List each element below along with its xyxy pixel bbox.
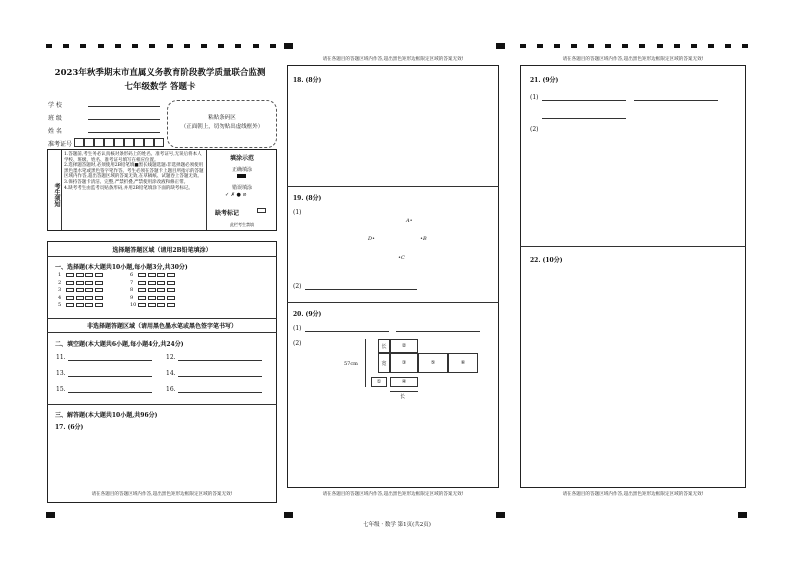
class-line[interactable] [88, 119, 160, 120]
net-face-long: 长 [378, 339, 390, 353]
point-a [406, 218, 413, 224]
divider [287, 302, 499, 303]
q19-label: 19. (8分) [293, 195, 322, 202]
q20-part2-label: (2) [293, 340, 302, 347]
divider [520, 246, 746, 247]
wrong-fill-sample: ✓ ✗ ● ⊘ [225, 192, 247, 198]
nonchoice-area-title: 非选择题答题区域（请用黑色墨水笔或黑色签字笔书写） [86, 323, 237, 330]
fill-example-title: 填涂示范 [229, 155, 254, 162]
point-dot-icon: • [398, 255, 401, 261]
net-face-width: 宽 [378, 353, 390, 373]
q-number: 5 [58, 302, 62, 308]
name-line[interactable] [88, 132, 160, 133]
barcode-note: （正面朝上，切勿贴出虚线框外） [180, 124, 264, 130]
point-b-label: B [422, 236, 427, 242]
wrong-fill-label: 错误填涂 [231, 185, 252, 191]
q20-part1-line-a[interactable] [305, 331, 389, 332]
corner-mark [46, 512, 55, 518]
q20-part1-line-b[interactable] [396, 331, 480, 332]
divider [47, 332, 277, 333]
q-number: 7 [130, 279, 134, 286]
net-face-6: ⑥ [448, 353, 478, 373]
q-number: 8 [130, 287, 134, 293]
note-item: 2.选择题答题时,必须使用2B铅笔填■黑长线题选题:非选择题必须使用黑色墨水笔或黑色签字笔作答。考生必须在答题卡上题目所指示的答题区域内作答,超出答题区域的答案无效,在草稿纸、试题卷上答题无效。 [64, 163, 204, 180]
q-number: 2 [58, 279, 62, 286]
net-face-4: ④ [390, 377, 418, 387]
section3-heading: 三、解答题(本大题共10小题,共96分) [55, 412, 158, 419]
school-label: 学 校 [48, 102, 62, 109]
divider [47, 256, 277, 257]
point-a-label: A [406, 218, 410, 224]
blank-label-16: 16. [166, 386, 176, 393]
blank-label-12: 12. [166, 354, 176, 361]
q21-part1-label: (1) [530, 94, 539, 101]
corner-mark [738, 512, 747, 518]
page-footer: 七年级 · 数学 第1页(共2页) [363, 522, 431, 528]
choice-area-title: 选择题答题区域（请用2B铅笔填涂） [112, 247, 212, 254]
bottom-dimension-line [390, 391, 418, 392]
q18-label: 18. (8分) [293, 77, 322, 84]
q18-answer-area[interactable] [288, 84, 498, 184]
q20-part1-label: (1) [293, 325, 302, 332]
school-line[interactable] [88, 106, 160, 107]
corner-mark [284, 512, 293, 518]
fill-example-area [206, 150, 276, 230]
exam-title: 2023年秋季期末市直属义务教育阶段教学质量联合监测 [54, 68, 266, 78]
corner-mark [284, 43, 293, 49]
q-number: 6 [130, 272, 134, 278]
point-b [420, 236, 427, 242]
point-d [368, 236, 375, 242]
q-number: 10 [130, 302, 137, 308]
q-number: 3 [58, 287, 62, 293]
blank-label-13: 13. [56, 370, 66, 377]
net-face-1: ① [371, 377, 387, 387]
top-marks-left [46, 44, 276, 48]
absent-mark-label: 缺考标记 [215, 210, 240, 217]
exam-subtitle: 七年级数学 答题卡 [124, 82, 196, 92]
net-face-2: ② [390, 339, 418, 353]
q19-part2-label: (2) [293, 283, 302, 290]
divider [47, 404, 277, 405]
q20-answer-area[interactable] [288, 410, 498, 486]
height-arrow [365, 339, 366, 387]
q21-part1-line-a[interactable] [542, 100, 626, 101]
notes-side-label: 考生须知 [48, 150, 62, 230]
blank-label-15: 15. [56, 386, 66, 393]
point-c-label: C [400, 255, 405, 261]
blank-line-14[interactable] [178, 376, 262, 377]
point-dot-icon: • [409, 218, 413, 224]
q19-part2-line[interactable] [305, 289, 417, 290]
q21-answer-area[interactable] [521, 134, 745, 242]
section1-heading: 一、选择题(本大题共10小题,每小题3分,共30分) [55, 264, 188, 271]
corner-mark [496, 43, 505, 49]
correct-fill-sample [237, 174, 246, 178]
q17-label: 17. (6分) [55, 424, 84, 431]
net-face-5: ⑤ [418, 353, 448, 373]
absent-mark-box[interactable] [257, 208, 266, 213]
q-number: 1 [58, 272, 62, 278]
divider [47, 318, 277, 319]
q-number: 4 [58, 294, 62, 301]
blank-line-11[interactable] [68, 360, 152, 361]
exam-id-label: 准考证号 [48, 141, 73, 148]
blank-line-12[interactable] [178, 360, 262, 361]
q-number: 9 [130, 294, 134, 301]
blank-line-16[interactable] [178, 392, 262, 393]
barcode-area [167, 100, 277, 148]
class-label: 班 级 [48, 115, 62, 122]
point-d-label: D [368, 236, 373, 242]
q21-part1-line-b[interactable] [634, 100, 718, 101]
point-c [398, 255, 405, 261]
box-net-diagram [344, 337, 514, 407]
point-dot-icon: • [372, 236, 375, 242]
section2-heading: 二、填空题(本大题共6小题,每小题4分,共24分) [55, 341, 184, 348]
blank-label-11: 11. [56, 354, 66, 361]
blank-label-14: 14. [166, 370, 176, 377]
net-face-3: ③ [390, 353, 418, 373]
q22-label: 22. (10分) [530, 257, 563, 264]
q21-part2-label: (2) [530, 126, 539, 133]
notes-text [64, 152, 204, 191]
fill-example-footer: 此栏考生禁填 [230, 222, 254, 227]
q19-part1-label: (1) [293, 209, 302, 216]
note-item: 1.答题前,考生务必认真核对条形码上的姓名、准考证号,无误后将本人学校、班级、姓名、准考证号填写在相应位置。 [64, 152, 202, 163]
note-item: 4.缺考考生由监考员贴条形码,并用2B铅笔填涂下面的缺考标记。 [64, 185, 193, 191]
blank-line-13[interactable] [68, 376, 152, 377]
barcode-title: 粘贴条码区 [208, 115, 236, 121]
height-label: 57cm [344, 361, 358, 367]
q21-part1-line-c[interactable] [542, 118, 626, 119]
divider [287, 186, 499, 187]
note-item: 3.保持答题卡清洁、完整,严禁折叠,严禁使用涂改液和修正带。 [64, 179, 189, 185]
blank-line-15[interactable] [68, 392, 152, 393]
correct-fill-label: 正确填涂 [231, 167, 252, 173]
top-marks-right [520, 44, 748, 48]
bottom-long-label: 长 [400, 394, 406, 400]
q22-answer-area[interactable] [521, 264, 745, 486]
name-label: 姓 名 [48, 128, 62, 135]
q21-label: 21. (9分) [530, 77, 559, 84]
q20-label: 20. (9分) [293, 311, 322, 318]
corner-mark [496, 512, 505, 518]
point-dot-icon: • [420, 236, 423, 242]
